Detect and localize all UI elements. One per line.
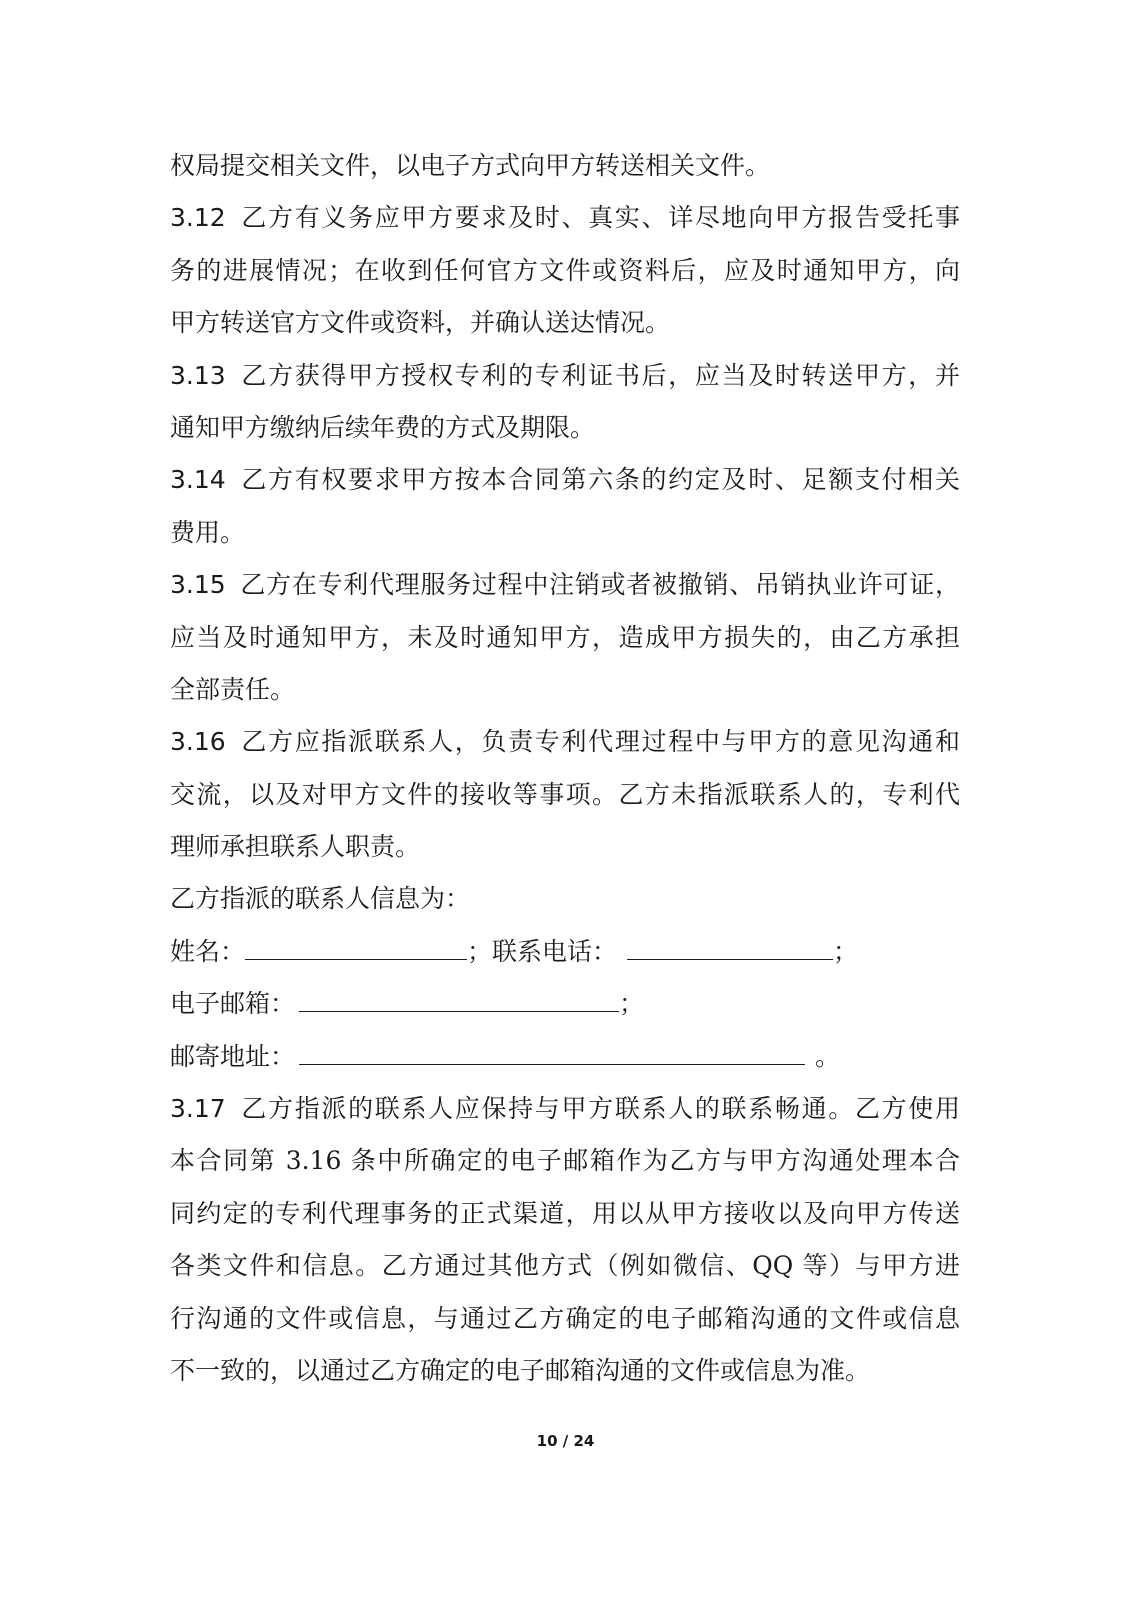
paragraph-line: 应当及时通知甲方，未及时通知甲方，造成甲方损失的，由乙方承担 — [170, 622, 960, 652]
address-label: 邮寄地址： — [170, 1041, 296, 1071]
email-blank-field[interactable] — [299, 985, 619, 1012]
document-body — [170, 140, 960, 1397]
email-label: 电子邮箱： — [170, 989, 296, 1019]
paragraph-line: 行沟通的文件或信息，与通过乙方确定的电子邮箱沟通的文件或信息 — [170, 1303, 960, 1333]
phone-end-punct: ； — [833, 936, 859, 966]
paragraph-line: 务的进展情况；在收到任何官方文件或资料后，应及时通知甲方，向 — [170, 255, 960, 285]
name-separator: ； — [467, 936, 493, 966]
clause-text: 乙方应指派联系人，负责专利代理过程中与甲方的意见沟通和 — [239, 727, 960, 757]
clause-number: 3.17 — [170, 1094, 226, 1124]
paragraph-line: 权局提交相关文件，以电子方式向甲方转送相关文件。 — [170, 151, 771, 180]
paragraph-line: 各类文件和信息。乙方通过其他方式（例如微信、QQ 等）与甲方进 — [170, 1251, 960, 1281]
paragraph-line: 同约定的专利代理事务的正式渠道，用以从甲方接收以及向甲方传送 — [170, 1198, 960, 1228]
clause-number: 3.15 — [170, 570, 226, 600]
clause-3-15-line — [170, 559, 960, 611]
clause-text: 乙方获得甲方授权专利的专利证书后，应当及时转送甲方，并 — [239, 360, 960, 390]
paragraph-line: 理师承担联系人职责。 — [170, 832, 421, 862]
paragraph-line: 费用。 — [170, 517, 246, 547]
clause-3-16-line — [170, 716, 960, 768]
phone-blank-field[interactable] — [627, 933, 833, 960]
phone-label: 联系电话： — [492, 936, 618, 966]
clause-number: 3.16 — [170, 727, 226, 757]
clause-3-12-line — [170, 192, 960, 244]
clause-number: 3.12 — [170, 203, 226, 233]
clause-text: 乙方有义务应甲方要求及时、真实、详尽地向甲方报告受托事 — [239, 203, 960, 233]
clause-3-17-line — [170, 1083, 960, 1135]
email-end-punct: ； — [619, 989, 645, 1019]
address-blank-field[interactable] — [299, 1038, 805, 1065]
clause-number: 3.13 — [170, 360, 226, 390]
contact-email-row — [170, 978, 960, 1030]
clause-3-14-line — [170, 454, 960, 506]
contact-name-phone-row — [170, 926, 960, 978]
contact-address-row — [170, 1031, 960, 1083]
address-end-punct: 。 — [815, 1041, 841, 1071]
clause-3-13-line — [170, 350, 960, 402]
clause-text: 乙方有权要求甲方按本合同第六条的约定及时、足额支付相关 — [239, 465, 960, 495]
paragraph-line: 甲方转送官方文件或资料，并确认送达情况。 — [170, 308, 671, 338]
paragraph-line: 不一致的，以通过乙方确定的电子邮箱沟通的文件或信息为准。 — [170, 1355, 871, 1385]
clause-text: 乙方指派的联系人应保持与甲方联系人的联系畅通。乙方使用 — [239, 1094, 960, 1124]
name-label: 姓名： — [170, 936, 246, 966]
clause-number: 3.14 — [170, 465, 226, 495]
name-blank-field[interactable] — [245, 933, 467, 960]
paragraph-line: 交流，以及对甲方文件的接收等事项。乙方未指派联系人的，专利代 — [170, 779, 960, 809]
paragraph-line: 全部责任。 — [170, 674, 296, 704]
page-number: 10 / 24 — [536, 1432, 595, 1450]
paragraph-line: 乙方指派的联系人信息为： — [170, 884, 471, 914]
paragraph-line: 本合同第 3.16 条中所确定的电子邮箱作为乙方与甲方沟通处理本合 — [170, 1146, 960, 1176]
paragraph-line: 通知甲方缴纳后续年费的方式及期限。 — [170, 412, 596, 442]
clause-text: 乙方在专利代理服务过程中注销或者被撤销、吊销执业许可证， — [239, 570, 960, 600]
